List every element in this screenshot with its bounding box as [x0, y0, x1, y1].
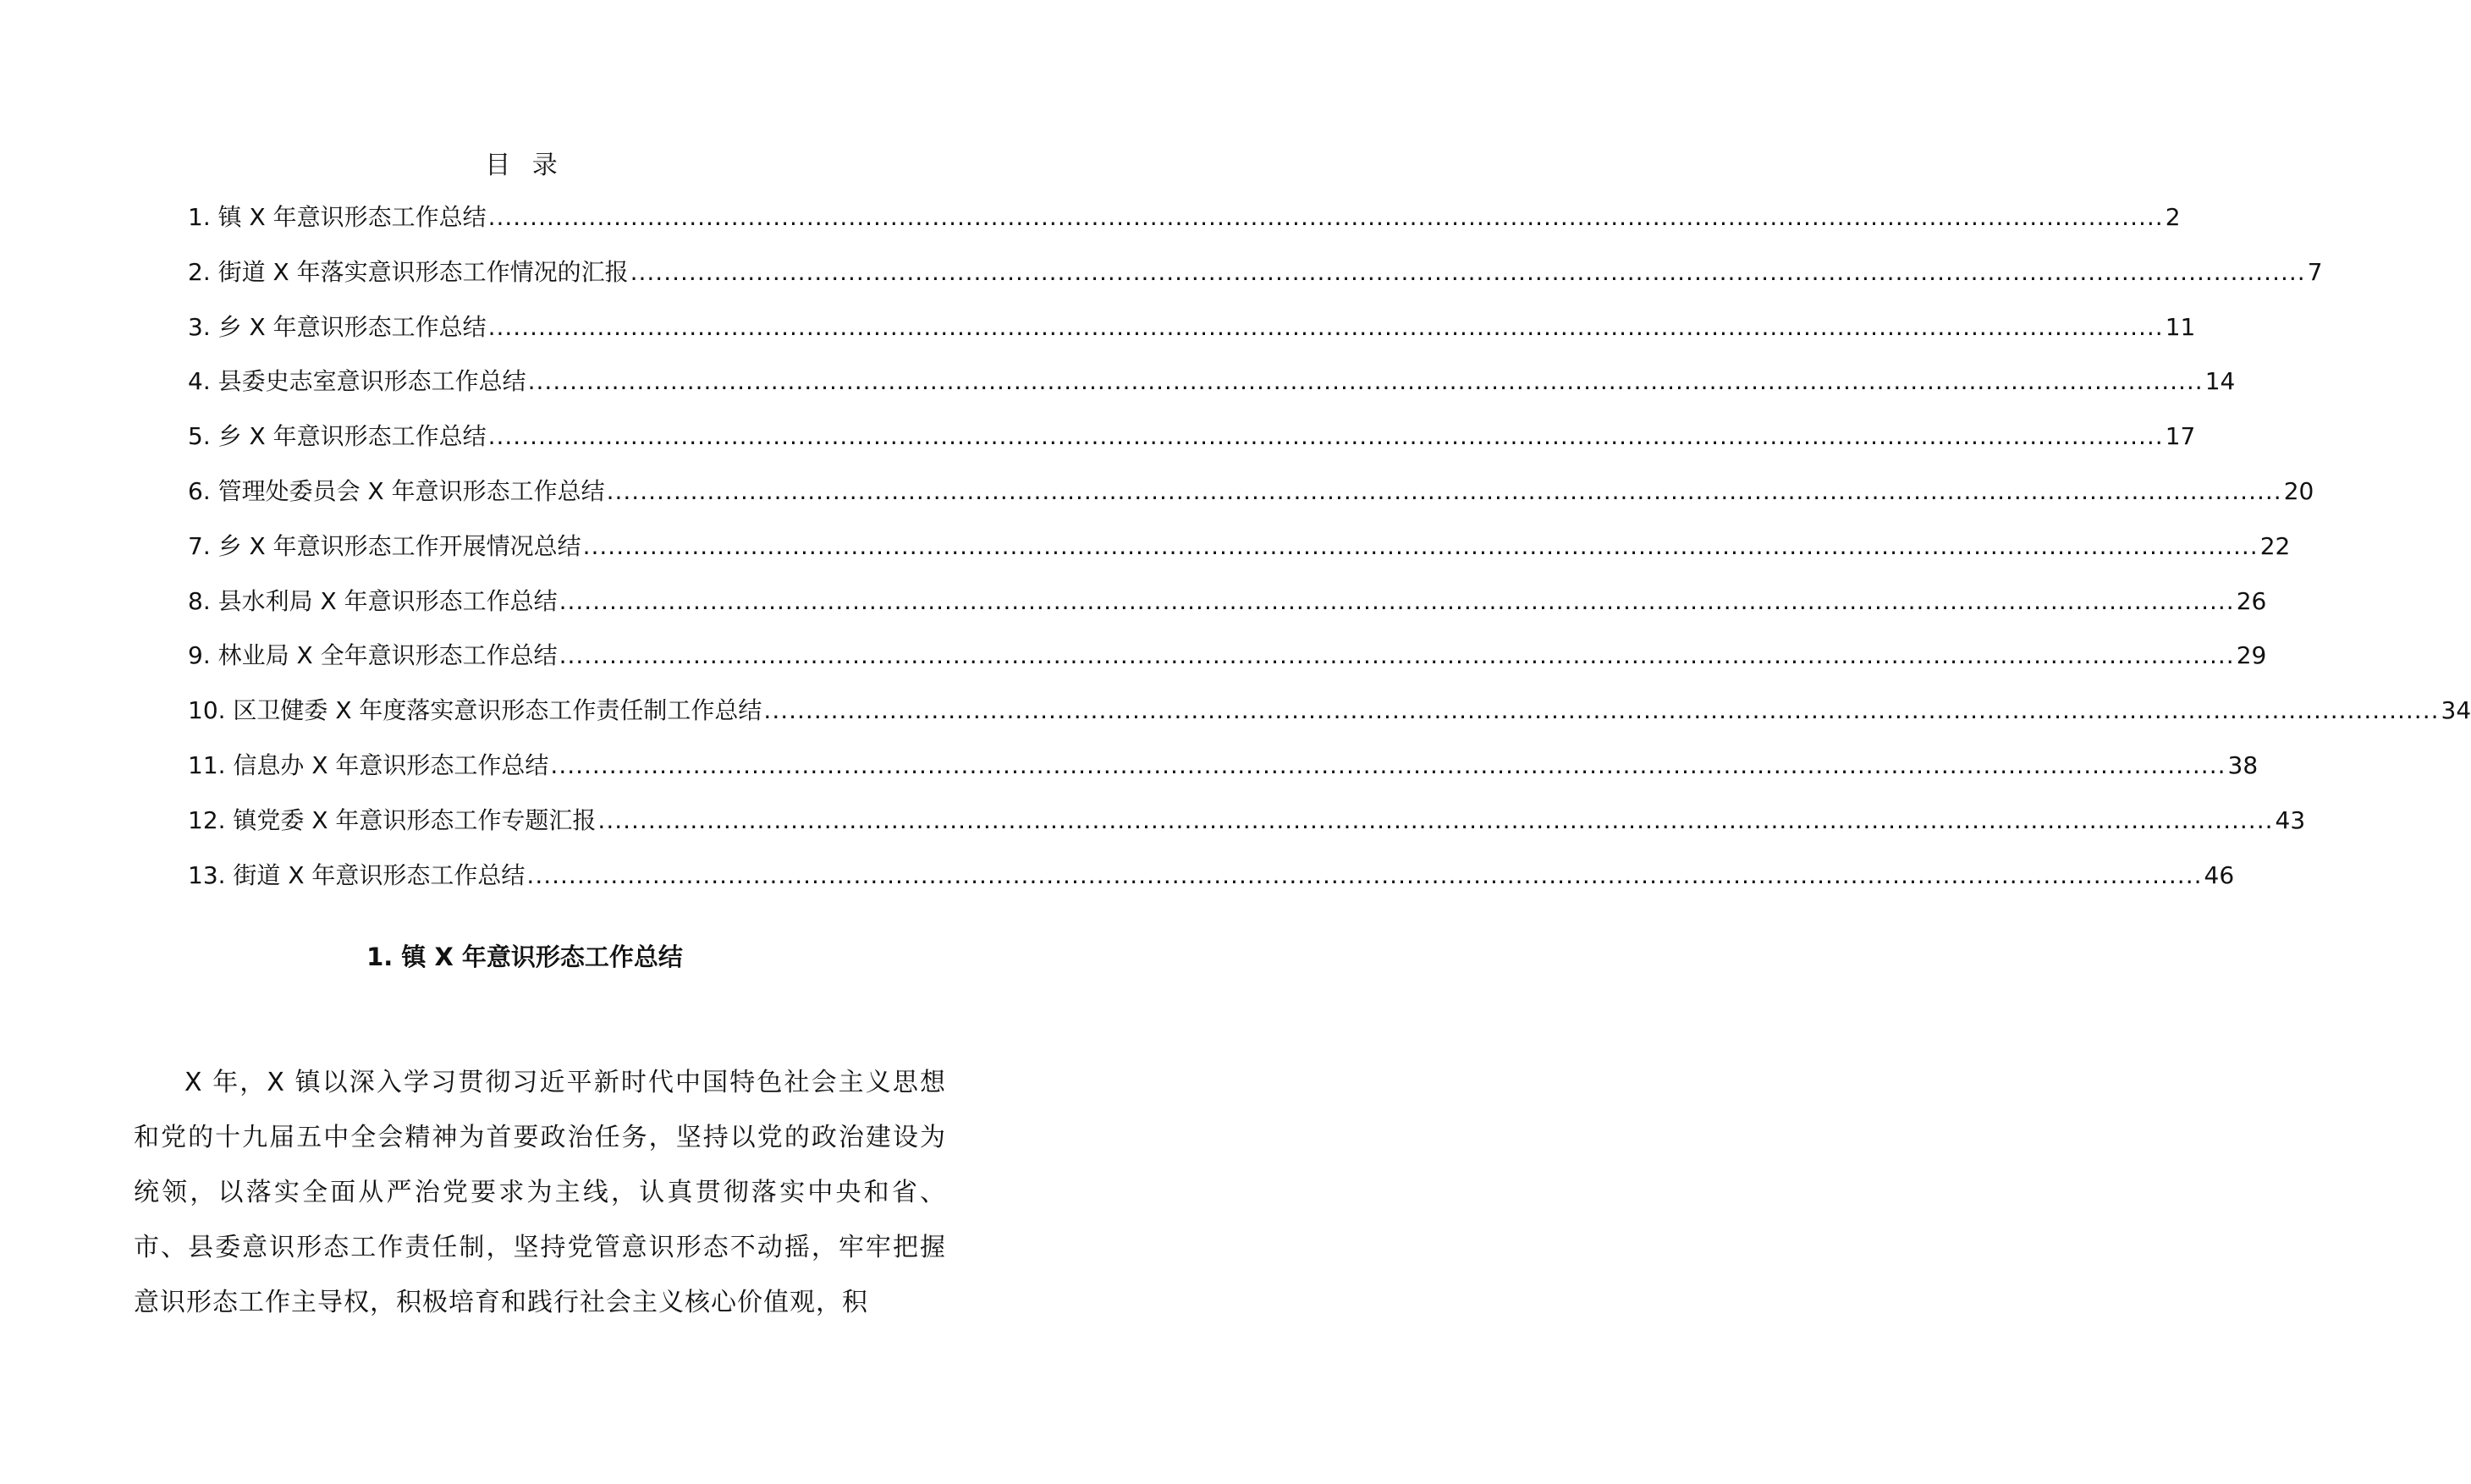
toc-dot-leader: ........................................................................................................................................................................................................ [582, 531, 2259, 560]
toc-item-page: 2 [2165, 203, 2181, 231]
toc-dot-leader: ........................................................................................................................................................................................................ [606, 476, 2282, 505]
toc-item-label: 10. 区卫健委 X 年度落实意识形态工作责任制工作总结 [188, 696, 762, 725]
toc-item[interactable] [188, 309, 2196, 364]
toc-item-label: 3. 乡 X 年意识形态工作总结 [188, 312, 487, 341]
toc-item-label: 13. 街道 X 年意识形态工作总结 [188, 860, 526, 889]
toc-dot-leader: ........................................................................................................................................................................................................ [559, 641, 2235, 670]
toc-item-page: 26 [2236, 586, 2267, 615]
toc-item-label: 9. 林业局 X 全年意识形态工作总结 [188, 641, 558, 670]
toc-item-page: 38 [2227, 750, 2259, 779]
toc-item-label: 7. 乡 X 年意识形态工作开展情况总结 [188, 531, 581, 560]
toc-item[interactable] [188, 473, 2314, 528]
toc-dot-leader: ........................................................................................................................................................................................................ [630, 257, 2306, 286]
toc-item[interactable] [188, 583, 2267, 638]
toc-item[interactable] [188, 254, 2323, 309]
body-paragraph: X 年，X 镇以深入学习贯彻习近平新时代中国特色社会主义思想和党的十九届五中全会精神为首要政治任务，坚持以党的政治建设为统领，以落实全面从严治党要求为主线，认真贯彻落实中央和省、市、县委意识形态工作责任制，坚持党管意识形态不动摇，牢牢把握意识形态工作主导权，积极培育和践行社会主义核心价值观，积 [134, 1068, 946, 1317]
toc-item-page: 7 [2307, 257, 2323, 286]
toc-item-label: 8. 县水利局 X 年意识形态工作总结 [188, 586, 558, 615]
toc-item-page: 14 [2204, 367, 2236, 396]
toc-item-label: 5. 乡 X 年意识形态工作总结 [188, 422, 487, 451]
toc-dot-leader: ........................................................................................................................................................................................................ [550, 750, 2226, 779]
toc-item-page: 34 [2441, 696, 2471, 725]
toc-dot-leader: ........................................................................................................................................................................................................ [597, 805, 2274, 834]
toc-item-label: 6. 管理处委员会 X 年意识形态工作总结 [188, 476, 605, 505]
toc-item-page: 11 [2165, 312, 2196, 341]
toc-item[interactable] [188, 363, 2236, 418]
toc-item-page: 22 [2259, 531, 2291, 560]
toc-item[interactable] [188, 857, 2235, 912]
toc-item[interactable] [188, 637, 2267, 692]
toc-item-label: 12. 镇党委 X 年意识形态工作专题汇报 [188, 805, 597, 834]
toc-item[interactable] [188, 418, 2196, 473]
toc-title: 目 录 [485, 151, 564, 180]
toc-item-label: 1. 镇 X 年意识形态工作总结 [188, 203, 487, 231]
toc-dot-leader: ........................................................................................................................................................................................................ [487, 422, 2164, 451]
toc-item-label: 2. 街道 X 年落实意识形态工作情况的汇报 [188, 257, 629, 286]
toc-item[interactable] [188, 692, 2471, 747]
toc-item[interactable] [188, 747, 2259, 802]
toc-dot-leader: ........................................................................................................................................................................................................ [487, 203, 2164, 231]
toc-item-page: 46 [2204, 860, 2235, 889]
toc-item-label: 11. 信息办 X 年意识形态工作总结 [188, 750, 549, 779]
toc-item-page: 20 [2283, 476, 2314, 505]
section-heading: 1. 镇 X 年意识形态工作总结 [366, 943, 683, 971]
toc-item-page: 43 [2275, 805, 2306, 834]
table-of-contents [188, 199, 2471, 911]
toc-item[interactable] [188, 199, 2181, 254]
toc-item[interactable] [188, 802, 2306, 857]
toc-dot-leader: ........................................................................................................................................................................................................ [559, 586, 2235, 615]
toc-item-label: 4. 县委史志室意识形态工作总结 [188, 367, 526, 396]
toc-dot-leader: ........................................................................................................................................................................................................ [526, 860, 2203, 889]
toc-dot-leader: ........................................................................................................................................................................................................ [763, 696, 2440, 725]
toc-item[interactable] [188, 528, 2291, 583]
toc-dot-leader: ........................................................................................................................................................................................................ [527, 367, 2204, 396]
toc-item-page: 17 [2165, 422, 2196, 451]
toc-item-page: 29 [2236, 641, 2267, 670]
toc-dot-leader: ........................................................................................................................................................................................................ [487, 312, 2164, 341]
